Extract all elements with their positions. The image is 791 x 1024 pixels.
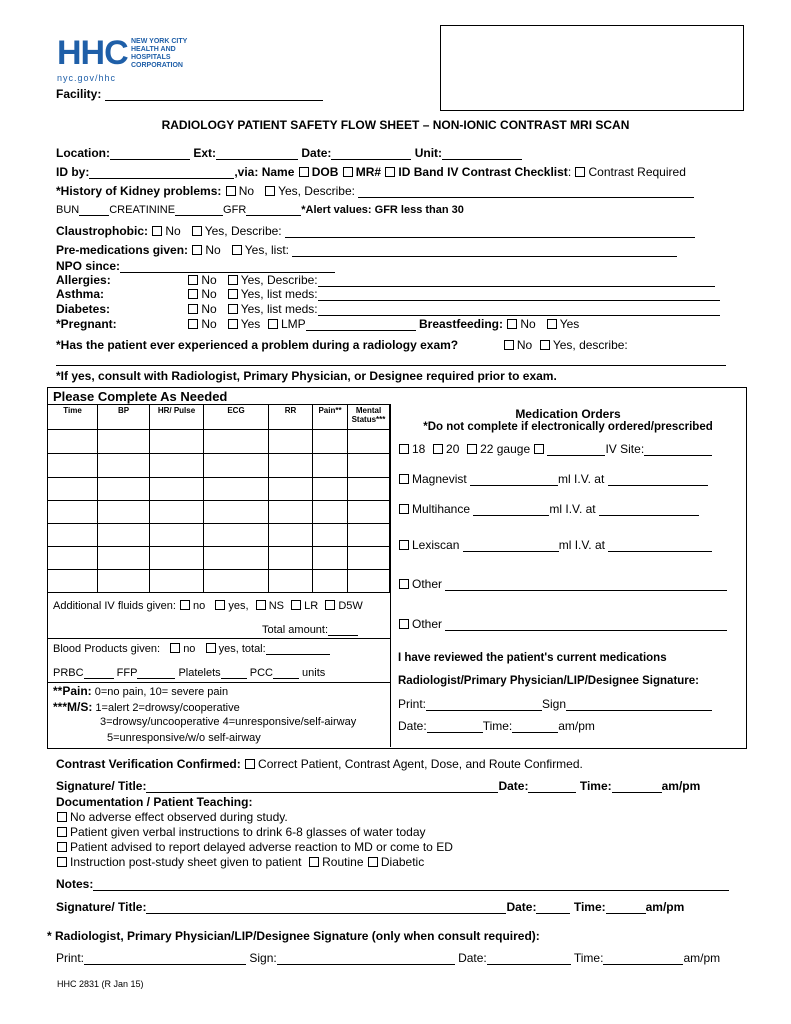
col-rr: RR <box>269 405 313 430</box>
ms-legend: ***M/S: 1=alert 2=drowsy/cooperative <box>53 700 240 714</box>
notes-row: Notes: <box>56 877 729 891</box>
col-ecg: ECG <box>204 405 269 430</box>
pain-legend: **Pain: 0=no pain, 10= severe pain <box>53 684 229 698</box>
consult-note: *If yes, consult with Radiologist, Primary Physician, or Designee required prior to exam. <box>56 369 557 383</box>
contrast-verification-row: Contrast Verification Confirmed: Correct Patient, Contrast Agent, Dose, and Route Confirmed. <box>56 757 583 771</box>
vitals-table <box>47 404 390 593</box>
doc-item-1: No adverse effect observed during study. <box>56 810 288 824</box>
magnevist-row: Magnevist ml I.V. at <box>398 472 708 486</box>
logo-org-name: NEW YORK CITY HEALTH AND HOSPITALS CORPORATION <box>131 38 188 69</box>
asthma-row: Asthma: No Yes, list meds: <box>56 287 720 301</box>
location-row: Location: Ext: Date: Unit: <box>56 146 522 160</box>
logo-url: nyc.gov/hhc <box>57 73 117 83</box>
labs-row: BUN CREATININE GFR *Alert values: GFR less than 30 <box>56 204 464 216</box>
med-orders-title: Medication Orders <box>515 407 621 421</box>
ms-legend-2: 3=drowsy/uncooperative 4=unresponsive/self-airway <box>100 716 357 728</box>
col-hr: HR/ Pulse <box>150 405 204 430</box>
contrast-required-checkbox[interactable] <box>575 167 585 177</box>
kidney-no-checkbox[interactable] <box>226 186 236 196</box>
med-orders-note: *Do not complete if electronically ordered/prescribed <box>423 421 713 433</box>
logo-mark: HHC <box>57 34 128 72</box>
col-bp: BP <box>98 405 150 430</box>
id-row: ID by: ,via: Name DOB MR# ID Band IV Contrast Checklist: Contrast Required <box>56 165 686 179</box>
kidney-row: *History of Kidney problems: No Yes, Describe: <box>56 184 694 198</box>
signature-row-2: Signature/ Title: Date: Time: am/pm <box>56 900 685 914</box>
lexiscan-row: Lexiscan ml I.V. at <box>398 538 712 552</box>
total-amount: Total amount: <box>262 624 358 636</box>
consult-print-row: Print: Sign: Date: Time: am/pm <box>56 951 721 965</box>
allergies-row: Allergies: No Yes, Describe: <box>56 273 715 287</box>
doc-item-3: Patient advised to report delayed adverse reaction to MD or come to ED <box>56 840 453 854</box>
problem-describe-line[interactable] <box>56 365 726 366</box>
date-time-row: Date: Time: am/pm <box>398 719 595 733</box>
blood-types-row: PRBC FFP Platelets PCC units <box>53 667 326 679</box>
premed-row: Pre-medications given: No Yes, list: <box>56 243 677 257</box>
other-row-2: Other <box>398 617 727 631</box>
facility-field[interactable]: Facility: <box>56 87 323 101</box>
blood-row: Blood Products given: no yes, total: <box>53 643 330 655</box>
consult-sig-title: * Radiologist, Primary Physician/LIP/Designee Signature (only when consult required): <box>47 929 540 943</box>
dob-checkbox[interactable] <box>299 167 309 177</box>
stamp-box <box>440 25 744 111</box>
doc-item-2: Patient given verbal instructions to drink 6-8 glasses of water today <box>56 825 426 839</box>
other-row-1: Other <box>398 577 727 591</box>
col-mental: Mental Status*** <box>348 405 390 430</box>
ms-legend-3: 5=unresponsive/w/o self-airway <box>107 732 261 744</box>
doc-item-4: Instruction post-study sheet given to patient Routine Diabetic <box>56 855 424 869</box>
kidney-yes-checkbox[interactable] <box>265 186 275 196</box>
form-number: HHC 2831 (R Jan 15) <box>57 979 144 989</box>
doc-title: Documentation / Patient Teaching: <box>56 795 253 809</box>
problem-row: *Has the patient ever experienced a problem during a radiology exam? No Yes, describe: <box>56 338 628 352</box>
mr-checkbox[interactable] <box>343 167 353 177</box>
logo <box>57 34 128 73</box>
multihance-row: Multihance ml I.V. at <box>398 502 699 516</box>
signature-row-1: Signature/ Title: Date: Time: am/pm <box>56 779 701 793</box>
claustrophobic-row: Claustrophobic: No Yes, Describe: <box>56 224 695 238</box>
print-sign-row: Print: Sign <box>398 697 712 711</box>
id-band-checkbox[interactable] <box>385 167 395 177</box>
reviewed-meds: I have reviewed the patient's current medications <box>398 652 667 664</box>
radiologist-sig-title: Radiologist/Primary Physician/LIP/Designee Signature: <box>398 675 699 687</box>
iv-fluids-row: Additional IV fluids given: no yes, NS LR D5W <box>53 600 363 612</box>
col-pain: Pain** <box>313 405 348 430</box>
panel-title: Please Complete As Needed <box>53 389 228 404</box>
page-title: RADIOLOGY PATIENT SAFETY FLOW SHEET – NON-IONIC CONTRAST MRI SCAN <box>161 118 630 132</box>
pregnant-row: *Pregnant: No Yes LMP Breastfeeding: No Yes <box>56 317 580 331</box>
gauge-row: 18 20 22 gauge IV Site: <box>398 442 712 456</box>
diabetes-row: Diabetes: No Yes, list meds: <box>56 302 720 316</box>
npo-row: NPO since: <box>56 259 335 273</box>
col-time: Time <box>48 405 98 430</box>
